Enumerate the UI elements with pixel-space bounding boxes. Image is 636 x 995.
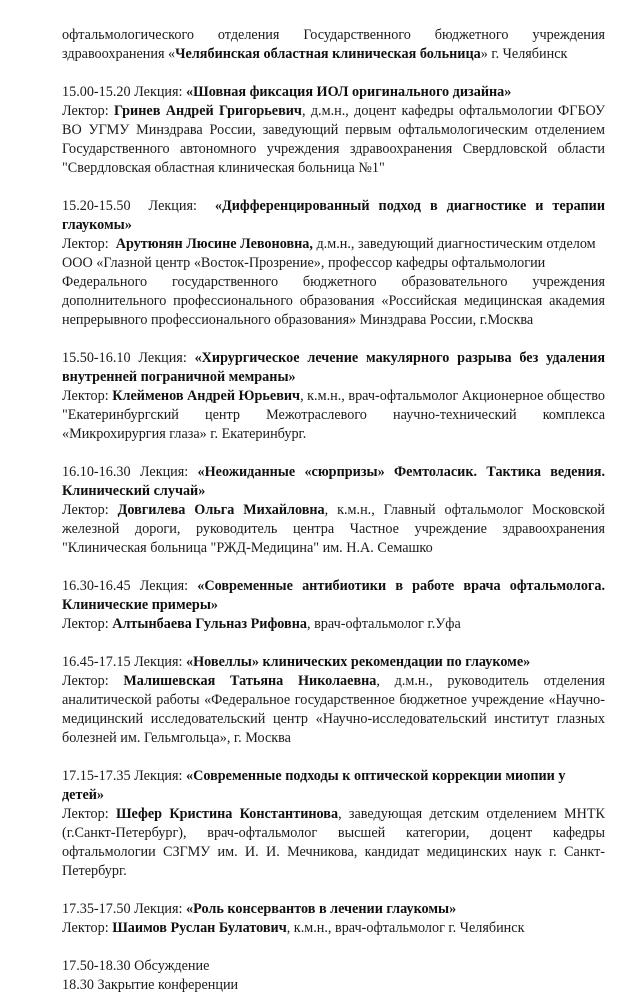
session-heading <box>62 767 605 805</box>
lecturer-name: Клейменов Андрей Юрьевич <box>112 388 301 404</box>
lecturer-label: Лектор: <box>62 103 109 119</box>
session-lecturer <box>62 919 605 938</box>
intro-organization: Челябинская областная клиническая больница <box>175 46 481 62</box>
session-lecturer <box>62 672 605 748</box>
lecturer-name: Малишевская Татьяна Николаевна <box>123 673 377 689</box>
intro-line-1: офтальмологического отделения Государственного бюджетного учреждения <box>62 27 605 43</box>
session-time: 15.20-15.50 <box>62 198 131 214</box>
intro-prefix: здравоохранения « <box>62 46 176 62</box>
lecturer-details: , д.м.н., руководитель отделения аналитической работы «Федеральное государственное бюджетное учреждение «Научно-медицинский исследовательский центр «Научно-исследовательский институт глазных болезней им. Гельмгольца», г. Москва <box>62 673 606 746</box>
session-lecturer <box>62 387 605 444</box>
session-item <box>62 577 605 634</box>
lecturer-label: Лектор: <box>62 388 109 404</box>
session-heading <box>62 653 605 672</box>
lecturer-name: Гринев Андрей Григорьевич <box>114 103 302 119</box>
session-heading <box>62 197 605 235</box>
session-type: Лекция: <box>134 901 183 917</box>
lecturer-details: , д.м.н., доцент кафедры офтальмологии ФГБОУ ВО УГМУ Минздрава России, заведующий первым офтальмологическим отделением Государственного автономного учреждения здравоохранения Свердловской области "Свердловская областная клиническая больница №1" <box>62 103 605 176</box>
lecturer-details: д.м.н., заведующий диагностическим отделом <box>312 236 596 252</box>
session-title: «Шовная фиксация ИОЛ оригинального дизайна» <box>186 84 512 100</box>
lecturer-label: Лектор: <box>62 616 109 632</box>
session-item <box>62 83 605 178</box>
session-time: 17.35-17.50 <box>62 901 131 917</box>
session-lecturer <box>62 501 605 558</box>
session-item <box>62 767 605 881</box>
session-title: «Современные подходы к оптической коррекции миопии у детей» <box>62 768 566 803</box>
session-heading <box>62 463 605 501</box>
intro-line-2 <box>62 45 605 64</box>
session-time: 17.15-17.35 <box>62 768 131 784</box>
session-lecturer <box>62 805 605 881</box>
lecturer-details-rest: Федерального государственного бюджетного образовательного учреждения дополнительного профессионального образования «Российская медицинская академия непрерывного профессионального образования» Минздрава России, г.Москва <box>62 274 605 328</box>
session-lecturer <box>62 615 605 634</box>
session-type: Лекция: <box>134 84 183 100</box>
lecturer-line-2: ООО «Глазной центр «Восток-Прозрение», профессор кафедры офтальмологии <box>62 255 546 271</box>
closing-item: 18.30 Закрытие конференции <box>62 977 239 993</box>
session-title: «Хирургическое лечение макулярного разрыва без удаления внутренней пограничной мемраны» <box>62 350 605 385</box>
session-heading <box>62 349 605 387</box>
session-type: Лекция: <box>134 654 183 670</box>
session-lecturer <box>62 102 605 178</box>
session-time: 16.45-17.15 <box>62 654 131 670</box>
session-time: 15.00-15.20 <box>62 84 131 100</box>
session-type: Лекция: <box>138 350 187 366</box>
lecturer-label: Лектор: <box>62 673 109 689</box>
intro-suffix: » г. Челябинск <box>480 46 568 62</box>
session-item <box>62 900 605 938</box>
session-time: 16.30-16.45 <box>62 578 131 594</box>
lecturer-label: Лектор: <box>62 502 109 518</box>
program-page <box>62 26 605 995</box>
session-heading <box>62 83 605 102</box>
discussion-item: 17.50-18.30 Обсуждение <box>62 958 210 974</box>
lecturer-name: Алтынбаева Гульназ Рифовна <box>112 616 307 632</box>
lecturer-label: Лектор: <box>62 806 109 822</box>
lecturer-details: , к.м.н., Главный офтальмолог Московской железной дороги, руководитель центра Частное учреждение здравоохранения "Клиническая больница "РЖД-Медицина" им. Н.А. Семашко <box>62 502 605 556</box>
session-title: «Новеллы» клинических рекомендации по глаукоме» <box>186 654 531 670</box>
session-item <box>62 653 605 748</box>
session-title: «Дифференцированный подход в диагностике и терапии глаукомы» <box>62 198 606 233</box>
lecturer-name: Арутюнян Люсине Левоновна, <box>115 236 313 252</box>
session-title: «Неожиданные «сюрпризы» Фемтоласик. Тактика ведения. Клинический случай» <box>62 464 606 499</box>
session-type: Лекция: <box>139 464 189 480</box>
lecturer-label: Лектор: <box>62 236 109 252</box>
lecturer-details: , заведующая детским отделением МНТК (г.Санкт-Петербург), врач-офтальмолог высшей категории, доцент кафедры офтальмологии СЗГМУ им. И. И. Мечникова, кандидат медицинских наук г. Санкт-Петербург. <box>62 806 605 879</box>
session-type: Лекция: <box>148 198 197 214</box>
lecturer-name: Довгилева Ольга Михайловна <box>117 502 325 518</box>
lecturer-line-1 <box>62 235 605 254</box>
session-title: «Роль консервантов в лечении глаукомы» <box>186 901 457 917</box>
session-item <box>62 463 605 558</box>
lecturer-name: Шефер Кристина Константинова <box>115 806 339 822</box>
lecturer-details: , врач-офтальмолог г.Уфа <box>306 616 461 632</box>
lecturer-details: , к.м.н., врач-офтальмолог г. Челябинск <box>286 920 525 936</box>
session-item <box>62 197 605 330</box>
session-time: 16.10-16.30 <box>62 464 131 480</box>
session-heading <box>62 900 605 919</box>
session-type: Лекция: <box>134 768 183 784</box>
lecturer-label: Лектор: <box>62 920 109 936</box>
lecturer-name: Шаимов Руслан Булатович <box>112 920 287 936</box>
session-title: «Современные антибиотики в работе врача офтальмолога. Клинические примеры» <box>62 578 605 613</box>
closing-block <box>62 957 605 995</box>
session-time: 15.50-16.10 <box>62 350 131 366</box>
session-heading <box>62 577 605 615</box>
lecturer-details: , к.м.н., врач-офтальмолог Акционерное общество "Екатеринбургский центр Межотраслевого научно-технический комплекса «Микрохирургия глаза» г. Екатеринбург. <box>62 388 606 442</box>
session-type: Лекция: <box>139 578 189 594</box>
intro-paragraph <box>62 26 605 64</box>
session-item <box>62 349 605 444</box>
session-lecturer <box>62 235 605 330</box>
